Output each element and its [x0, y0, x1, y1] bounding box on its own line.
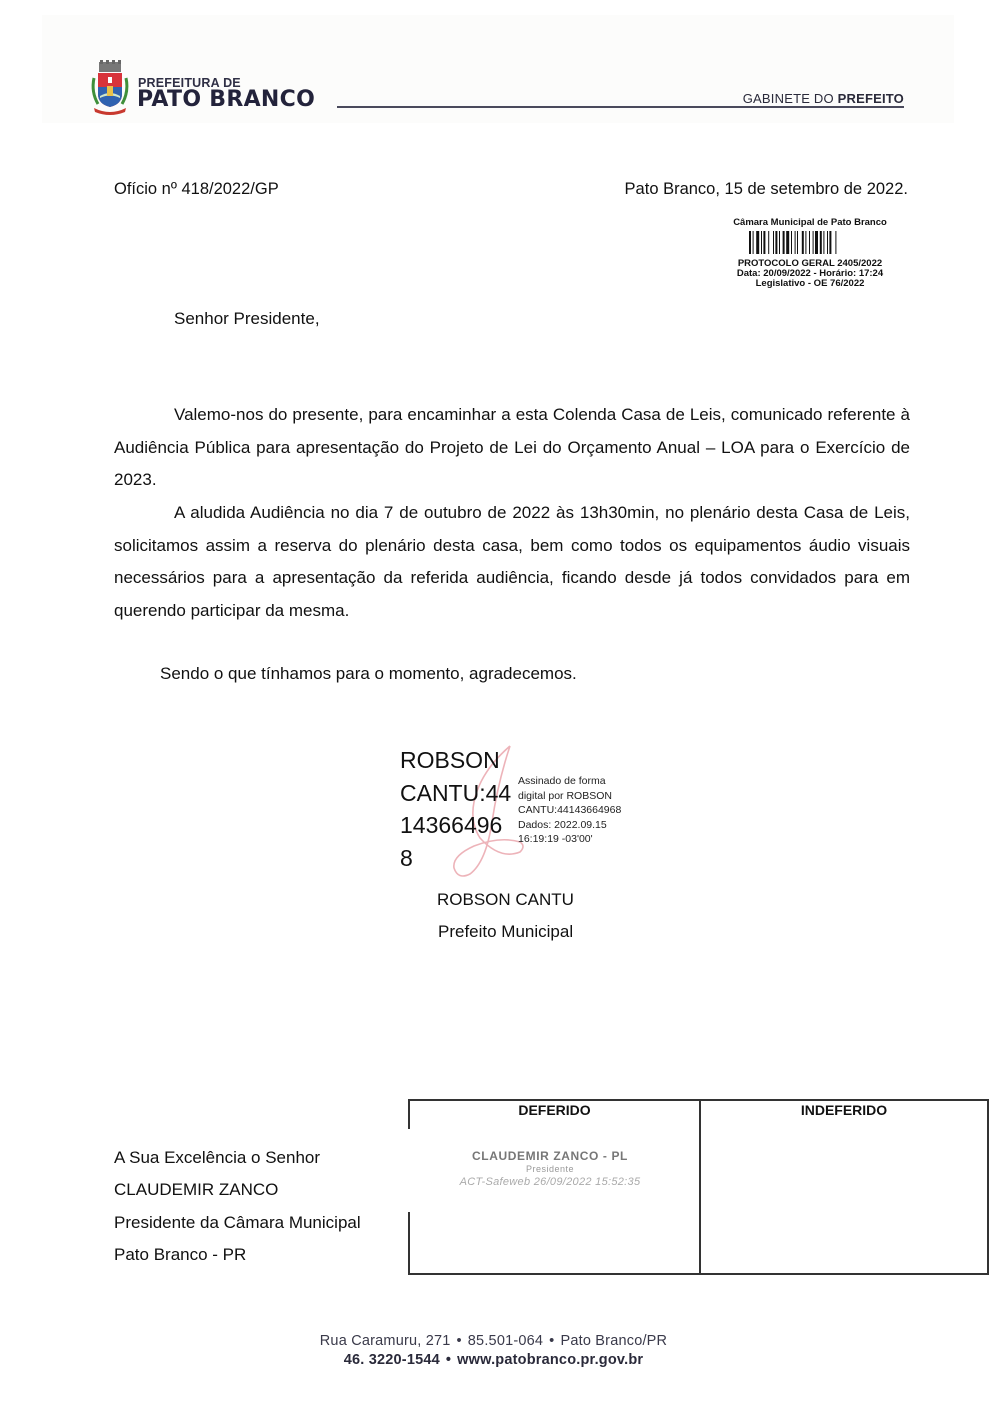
brand-prefix: PREFEITURA DE: [138, 76, 241, 90]
barcode-bar: [773, 231, 774, 254]
signature-info-line: Dados: 2022.09.15: [518, 818, 607, 831]
stamp-protocol: PROTOCOLO GERAL 2405/2022: [737, 258, 883, 269]
stamp-sector: Legislativo - OE 76/2022: [755, 278, 865, 289]
footer-address: [0, 1333, 987, 1349]
protocol-stamp: [722, 218, 898, 289]
separator-dot: •: [445, 1352, 452, 1368]
addressee-location: Pato Branco - PR: [114, 1245, 247, 1264]
barcode-bar: [791, 231, 792, 254]
barcode-bar: [815, 231, 818, 254]
barcode-bar: [823, 231, 824, 254]
signature-name-block: [400, 744, 511, 874]
barcode-bar: [827, 231, 828, 254]
body-paragraph: Valemo-nos do presente, para encaminhar a esta Colenda Casa de Leis, comunicado referente à Audiência Pública para apresentação do Projeto de Lei do Orçamento Anual – LOA para o Exercício de 2023.: [114, 405, 910, 489]
brand-name: PATO BRANCO: [137, 87, 316, 112]
barcode-bar: [813, 231, 814, 254]
indeferido-header: INDEFERIDO: [800, 1102, 888, 1118]
separator-dot: •: [456, 1333, 462, 1349]
header-divider: [337, 106, 904, 108]
barcode-icon: [749, 231, 871, 254]
deferido-signer-role: Presidente: [525, 1164, 575, 1174]
barcode-bar: [761, 231, 762, 254]
footer-street: Rua Caramuru, 271: [319, 1333, 451, 1349]
deferido-signature-stamp: ACT-Safeweb 26/09/2022 15:52:35: [459, 1176, 641, 1188]
barcode-bar: [820, 231, 822, 254]
barcode-bar: [786, 231, 789, 254]
closing-line: Sendo o que tínhamos para o momento, agradecemos.: [160, 664, 577, 683]
barcode-bar: [829, 231, 831, 254]
barcode-bar: [756, 231, 759, 254]
footer-contact: [0, 1352, 987, 1368]
addressee-line: A Sua Excelência o Senhor: [114, 1148, 321, 1167]
signer-name: ROBSON CANTU: [437, 890, 574, 909]
letter-reference: Ofício nº 418/2022/GP: [114, 180, 279, 198]
signature-name-line: CANTU:44: [400, 779, 512, 806]
table-column-divider: [699, 1099, 701, 1274]
footer-website[interactable]: www.patobranco.pr.gov.br: [457, 1352, 644, 1368]
signature-info-line: 16:19:19 -03'00': [518, 833, 593, 846]
barcode-bar: [763, 231, 765, 254]
barcode-bar: [809, 231, 810, 254]
table-border: [408, 1212, 410, 1274]
barcode-bar: [775, 231, 777, 254]
stamp-datetime: Data: 20/09/2022 - Horário: 17:24: [736, 268, 884, 279]
table-border: [987, 1099, 989, 1274]
footer-zip: 85.501-064: [467, 1333, 544, 1349]
barcode-bar: [749, 231, 751, 254]
signature-name-line: 8: [400, 844, 413, 871]
signer-role: Prefeito Municipal: [438, 922, 574, 941]
deferido-signer-name: CLAUDEMIR ZANCO - PL: [472, 1149, 628, 1163]
department-label: [743, 91, 904, 106]
separator-dot: •: [549, 1333, 555, 1349]
signature-info-block: [518, 774, 621, 847]
barcode-bar: [753, 231, 754, 254]
addressee-name: CLAUDEMIR ZANCO: [114, 1180, 279, 1199]
deferido-header: DEFERIDO: [518, 1102, 591, 1118]
department-regular: GABINETE DO: [742, 91, 834, 106]
signature-info-line: Assinado de forma: [518, 775, 606, 787]
barcode-bar: [797, 231, 798, 254]
barcode-bar: [768, 231, 769, 254]
department-bold: PREFEITO: [837, 91, 904, 106]
footer-city: Pato Branco/PR: [560, 1333, 668, 1349]
signature-name-line: 14366496: [400, 812, 503, 838]
letter-date: Pato Branco, 15 de setembro de 2022.: [624, 180, 908, 198]
addressee-title: Presidente da Câmara Municipal: [114, 1213, 361, 1232]
barcode-bar: [779, 231, 780, 254]
signature-info-line: CANTU:44143664968: [518, 804, 622, 817]
stamp-institution: Câmara Municipal de Pato Branco: [733, 217, 887, 228]
body-paragraph: A aludida Audiência no dia 7 de outubro de 2022 às 13h30min, no plenário desta Casa de Leis, solicitamos assim a reserva do plenário desta casa, bem como todos os equipamentos áudio visuais necessários para a apresentação da referida audiência, ficando desde já todos convidados para em querendo participar da mesma.: [114, 503, 910, 620]
signature-name-line: ROBSON: [400, 747, 500, 773]
salutation: Senhor Presidente,: [174, 309, 320, 328]
signature-info-line: digital por ROBSON: [518, 789, 612, 802]
barcode-bar: [835, 231, 836, 254]
barcode-bar: [783, 231, 785, 254]
barcode-bar: [805, 231, 806, 254]
barcode-bar: [802, 231, 804, 254]
barcode-bar: [795, 231, 796, 254]
footer-phone: 46. 3220-1544: [343, 1352, 440, 1368]
coat-of-arms-icon: [88, 60, 132, 118]
